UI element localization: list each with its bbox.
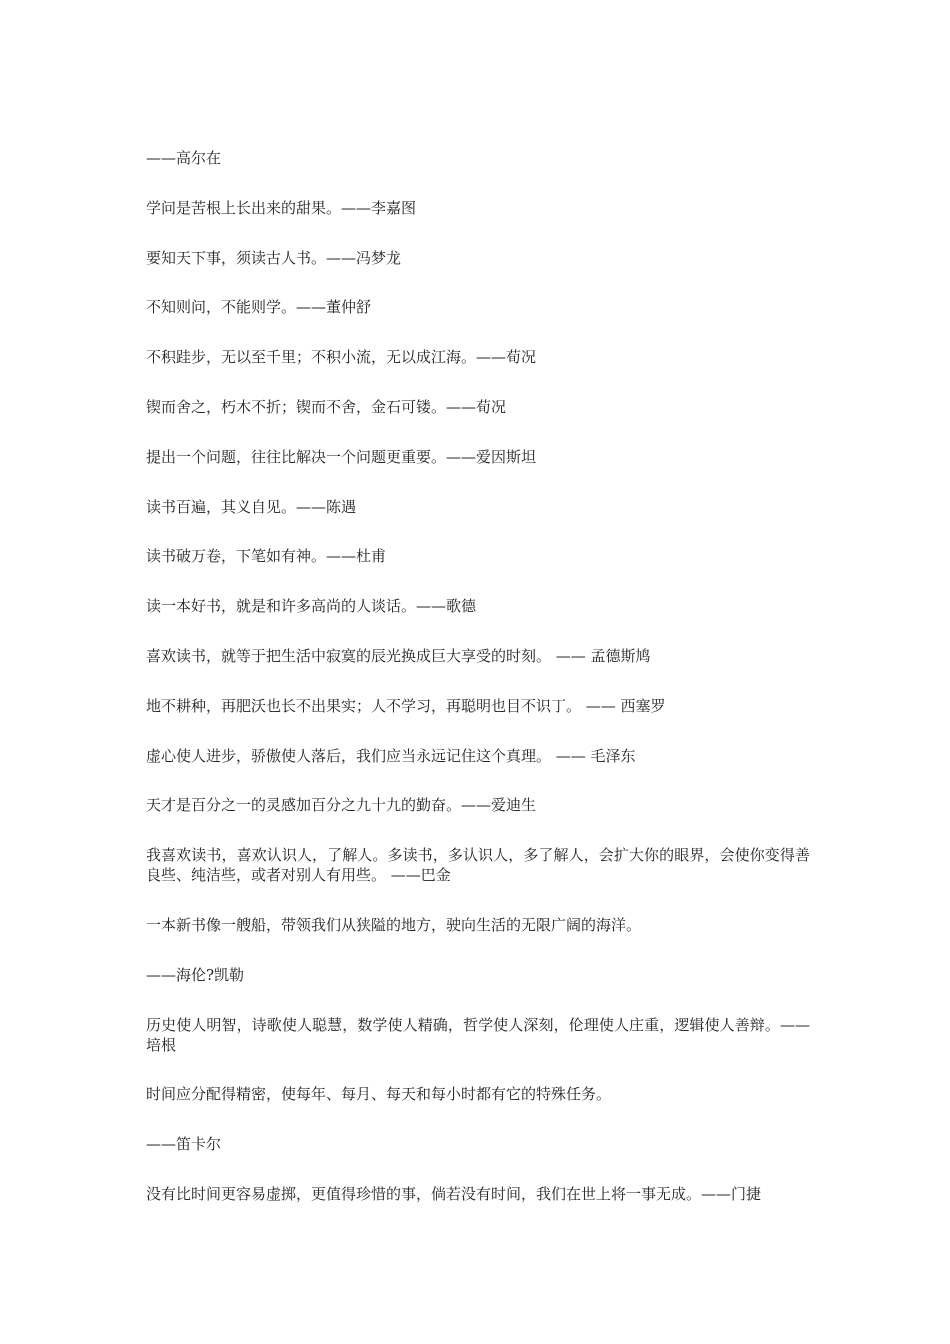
paragraph-1: ——高尔在 [146,149,222,167]
paragraph-7: 提出一个问题，往往比解决一个问题更重要。——爱因斯坦 [146,447,537,466]
paragraph-2: 学问是苦根上长出来的甜果。——李嘉图 [146,198,417,217]
paragraph-21: 没有比时间更容易虚掷，更值得珍惜的事，倘若没有时间，我们在世上将一事无成。——门捷 [146,1184,762,1203]
paragraph-16: 一本新书像一艘船，带领我们从狭隘的地方，驶向生活的无限广阔的海洋。 [146,915,642,934]
paragraph-4: 不知则问，不能则学。——董仲舒 [146,298,372,317]
paragraph-10: 读一本好书，就是和许多高尚的人谈话。——歌德 [146,597,477,616]
paragraph-3: 要知天下事，须读古人书。——冯梦龙 [146,248,402,267]
paragraph-8: 读书百遍，其义自见。——陈遇 [146,497,357,516]
paragraph-18: 历史使人明智，诗歌使人聪慧，数学使人精确，哲学使人深刻，伦理使人庄重，逻辑使人善辩。——培根 [146,1015,810,1054]
paragraph-9: 读书破万卷，下笔如有神。——杜甫 [146,547,387,566]
paragraph-12: 地不耕种，再肥沃也长不出果实；人不学习，再聪明也目不识丁。 —— 西塞罗 [146,696,666,715]
paragraph-5: 不积跬步，无以至千里；不积小流，无以成江海。——荀况 [146,348,537,367]
document-body [146,148,810,1234]
paragraph-6: 锲而舍之，朽木不折；锲而不舍，金石可镂。——荀况 [146,397,507,416]
paragraph-14: 天才是百分之一的灵感加百分之九十九的勤奋。——爱迪生 [146,796,537,815]
paragraph-19: 时间应分配得精密，使每年、每月、每天和每小时都有它的特殊任务。 [146,1085,612,1104]
paragraph-20: ——笛卡尔 [146,1135,222,1154]
paragraph-11: 喜欢读书，就等于把生活中寂寞的辰光换成巨大享受的时刻。 —— 孟德斯鸠 [146,646,651,665]
paragraph-17: ——海伦?凯勒 [146,965,245,984]
paragraph-15: 我喜欢读书，喜欢认识人，了解人。多读书，多认识人，多了解人，会扩大你的眼界，会使你变得善良些、纯洁些，或者对别人有用些。 ——巴金 [146,846,810,885]
paragraph-13: 虚心使人进步，骄傲使人落后，我们应当永远记住这个真理。 —— 毛泽东 [146,746,636,765]
